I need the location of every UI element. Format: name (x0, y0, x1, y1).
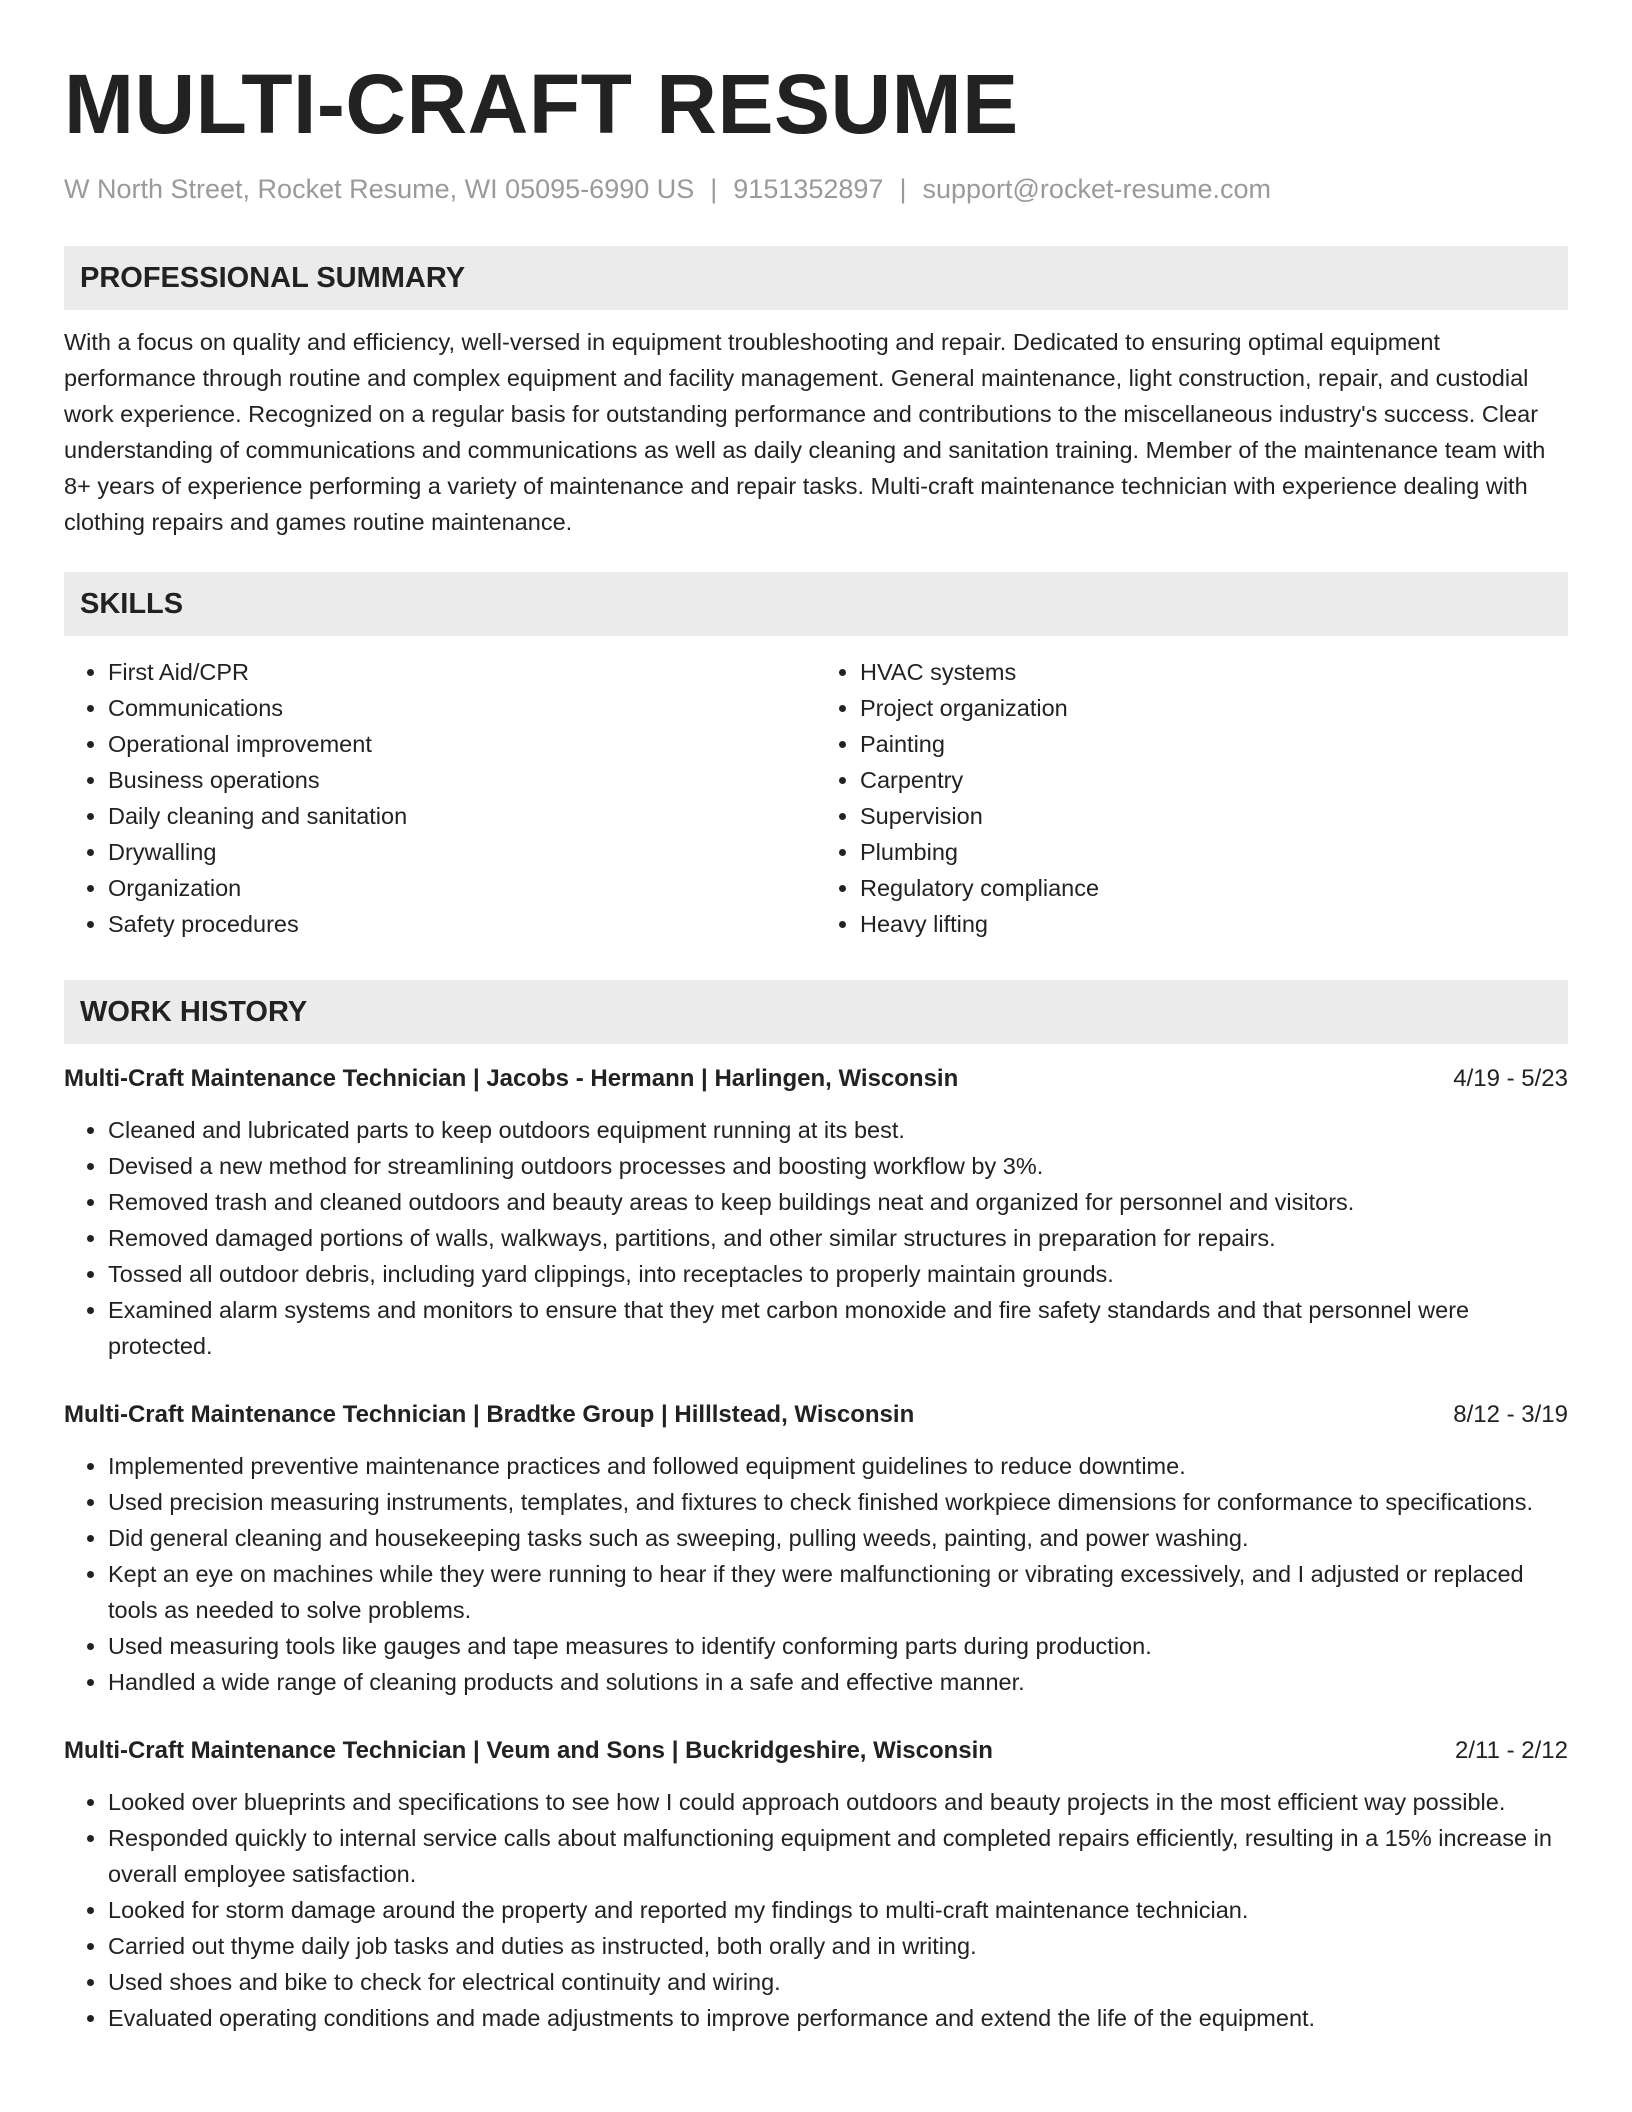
skill-item: • Communications (108, 690, 816, 726)
skill-item: • HVAC systems (860, 654, 1568, 690)
job-bullet: • Removed trash and cleaned outdoors and beauty areas to keep buildings neat and organized for personnel and visitors. (108, 1184, 1568, 1220)
job-bullet: • Used shoes and bike to check for electrical continuity and wiring. (108, 1964, 1568, 2000)
job-bullet: • Did general cleaning and housekeeping tasks such as sweeping, pulling weeds, painting, and power washing. (108, 1520, 1568, 1556)
skill-item: • Carpentry (860, 762, 1568, 798)
job-bullets (64, 1112, 1568, 1364)
job-bullet: • Looked over blueprints and specifications to see how I could approach outdoors and beauty projects in the most efficient way possible. (108, 1784, 1568, 1820)
job-bullet: • Carried out thyme daily job tasks and duties as instructed, both orally and in writing. (108, 1928, 1568, 1964)
skill-item: • Daily cleaning and sanitation (108, 798, 816, 834)
job-dates: 4/19 - 5/23 (1453, 1065, 1568, 1092)
skills-column-left (64, 654, 816, 942)
job-bullets (64, 1448, 1568, 1700)
skill-item: • Regulatory compliance (860, 870, 1568, 906)
job-bullets (64, 1784, 1568, 2036)
skill-item: • First Aid/CPR (108, 654, 816, 690)
skill-item: • Drywalling (108, 834, 816, 870)
job-bullet: • Evaluated operating conditions and made adjustments to improve performance and extend the life of the equipment. (108, 2000, 1568, 2036)
section-header-work-history: WORK HISTORY (64, 980, 1568, 1044)
skill-item: • Safety procedures (108, 906, 816, 942)
job-header (64, 1398, 1568, 1432)
skill-item: • Painting (860, 726, 1568, 762)
contact-separator: | (899, 174, 907, 204)
job-bullet: • Removed damaged portions of walls, walkways, partitions, and other similar structures in preparation for repairs. (108, 1220, 1568, 1256)
job-title: Multi-Craft Maintenance Technician | Jacobs - Hermann | Harlingen, Wisconsin (64, 1065, 959, 1092)
skill-item: • Supervision (860, 798, 1568, 834)
job-title: Multi-Craft Maintenance Technician | Bradtke Group | Hilllstead, Wisconsin (64, 1401, 915, 1428)
job-dates: 8/12 - 3/19 (1453, 1401, 1568, 1428)
email: support@rocket-resume.com (922, 174, 1271, 204)
job-bullet: • Devised a new method for streamlining outdoors processes and boosting workflow by 3%. (108, 1148, 1568, 1184)
job-header (64, 1734, 1568, 1768)
resume-title: MULTI-CRAFT RESUME (64, 57, 1019, 151)
job-bullet: • Handled a wide range of cleaning products and solutions in a safe and effective manner. (108, 1664, 1568, 1700)
address: W North Street, Rocket Resume, WI 05095-6990 US (64, 174, 695, 204)
phone: 9151352897 (733, 174, 884, 204)
job-header (64, 1062, 1568, 1096)
job-bullet: • Responded quickly to internal service calls about malfunctioning equipment and completed repairs efficiently, resulting in a 15% increase in overall employee satisfaction. (108, 1820, 1568, 1892)
job-entry (64, 1398, 1568, 1700)
job-title: Multi-Craft Maintenance Technician | Veum and Sons | Buckridgeshire, Wisconsin (64, 1737, 993, 1764)
section-header-skills: SKILLS (64, 572, 1568, 636)
job-entry (64, 1062, 1568, 1364)
summary-text: With a focus on quality and efficiency, well-versed in equipment troubleshooting and repair. Dedicated to ensuring optimal equipment performance through routine and complex equipment and facility management. General maintenance, light construction, repair, and custodial work experience. Recognized on a regular basis for outstanding performance and contributions to the miscellaneous industry's success. Clear understanding of communications and communications as well as daily cleaning and sanitation training. Member of the maintenance team with 8+ years of experience performing a variety of maintenance and repair tasks. Multi-craft maintenance technician with experience dealing with clothing repairs and games routine maintenance. (64, 329, 1546, 535)
skills-list (64, 654, 1568, 942)
skill-item: • Project organization (860, 690, 1568, 726)
contact-separator: | (710, 174, 718, 204)
job-bullet: • Tossed all outdoor debris, including yard clippings, into receptacles to properly maintain grounds. (108, 1256, 1568, 1292)
skill-item: • Operational improvement (108, 726, 816, 762)
skill-item: • Organization (108, 870, 816, 906)
job-bullet: • Looked for storm damage around the property and reported my findings to multi-craft maintenance technician. (108, 1892, 1568, 1928)
job-bullet: • Kept an eye on machines while they were running to hear if they were malfunctioning or vibrating excessively, and I adjusted or replaced tools as needed to solve problems. (108, 1556, 1568, 1628)
job-entry (64, 1734, 1568, 2036)
contact-line (64, 172, 1568, 206)
job-bullet: • Examined alarm systems and monitors to ensure that they met carbon monoxide and fire safety standards and that personnel were protected. (108, 1292, 1568, 1364)
job-bullet: • Used measuring tools like gauges and tape measures to identify conforming parts during production. (108, 1628, 1568, 1664)
skills-column-right (816, 654, 1568, 942)
job-bullet: • Implemented preventive maintenance practices and followed equipment guidelines to reduce downtime. (108, 1448, 1568, 1484)
skill-item: • Heavy lifting (860, 906, 1568, 942)
job-bullet: • Cleaned and lubricated parts to keep outdoors equipment running at its best. (108, 1112, 1568, 1148)
job-dates: 2/11 - 2/12 (1455, 1737, 1568, 1764)
skill-item: • Business operations (108, 762, 816, 798)
job-bullet: • Used precision measuring instruments, templates, and fixtures to check finished workpiece dimensions for conformance to specifications. (108, 1484, 1568, 1520)
section-header-summary: PROFESSIONAL SUMMARY (64, 246, 1568, 310)
skill-item: • Plumbing (860, 834, 1568, 870)
